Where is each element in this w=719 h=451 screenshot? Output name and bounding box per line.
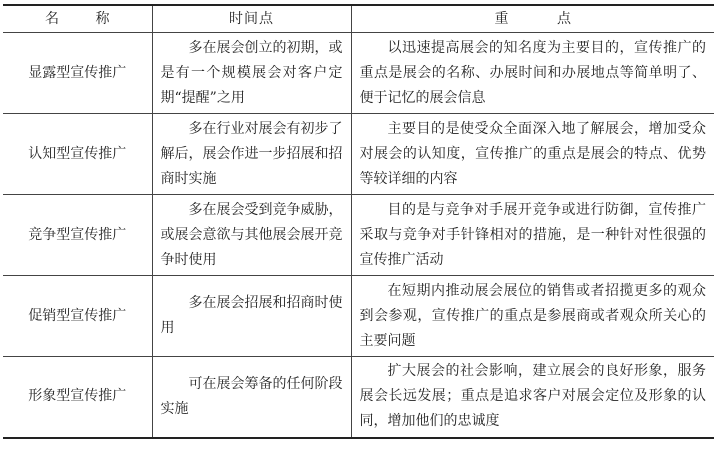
cell-focus: 扩大展会的社会影响，建立展会的良好形象，服务展会长远发展；重点是追求客户对展会定位及形象的认同，增加他们的忠诚度 bbox=[351, 357, 714, 438]
cell-time-point: 多在展会受到竞争威胁，或展会意欲与其他展会展开竞争时使用 bbox=[152, 195, 351, 276]
cell-focus: 目的是与竞争对手展开竞争或进行防御，宣传推广采取与竞争对手针锋相对的措施，是一种针对性很强的宣传推广活动 bbox=[351, 195, 714, 276]
header-time-point: 时间点 bbox=[152, 5, 351, 33]
promotion-types-table bbox=[3, 4, 714, 439]
cell-focus: 以迅速提高展会的知名度为主要目的，宣传推广的重点是展会的名称、办展时间和办展地点等简单明了、便于记忆的展会信息 bbox=[351, 33, 714, 114]
cell-time-point: 可在展会筹备的任何阶段实施 bbox=[152, 357, 351, 438]
cell-name: 显露型宣传推广 bbox=[3, 33, 152, 114]
cell-focus: 在短期内推动展会展位的销售或者招揽更多的观众到会参观，宣传推广的重点是参展商或者观众所关心的主要问题 bbox=[351, 276, 714, 357]
table-row bbox=[3, 357, 714, 438]
header-focus: 重 点 bbox=[351, 5, 714, 33]
cell-name: 促销型宣传推广 bbox=[3, 276, 152, 357]
table-header-row bbox=[3, 5, 714, 33]
cell-time-point: 多在展会创立的初期，或是有一个规模展会对客户定期“提醒”之用 bbox=[152, 33, 351, 114]
cell-name: 认知型宣传推广 bbox=[3, 114, 152, 195]
table-row bbox=[3, 195, 714, 276]
cell-time-point: 多在展会招展和招商时使用 bbox=[152, 276, 351, 357]
table-row bbox=[3, 114, 714, 195]
table-row bbox=[3, 33, 714, 114]
cell-focus: 主要目的是使受众全面深入地了解展会，增加受众对展会的认知度，宣传推广的重点是展会的特点、优势等较详细的内容 bbox=[351, 114, 714, 195]
header-name: 名 称 bbox=[3, 5, 152, 33]
table-row bbox=[3, 276, 714, 357]
cell-name: 竞争型宣传推广 bbox=[3, 195, 152, 276]
cell-name: 形象型宣传推广 bbox=[3, 357, 152, 438]
cell-time-point: 多在行业对展会有初步了解后，展会作进一步招展和招商时实施 bbox=[152, 114, 351, 195]
